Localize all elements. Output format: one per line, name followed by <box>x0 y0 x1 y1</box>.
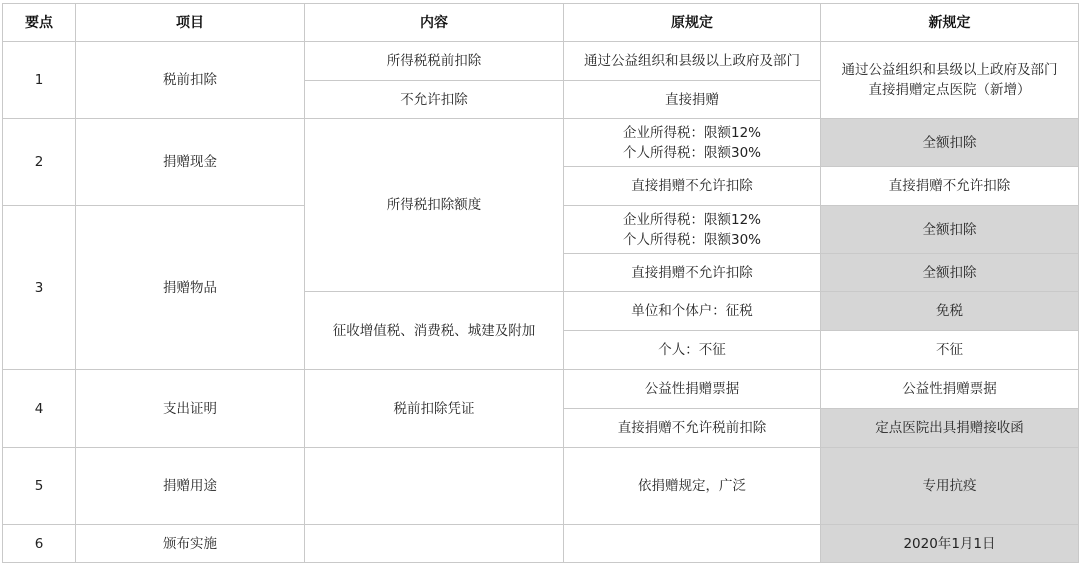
header-original-rule: 原规定 <box>564 4 821 42</box>
content-cell <box>305 525 564 563</box>
original-rule-line: 个人所得税：限额30% <box>622 144 761 161</box>
original-rule-cell: 依捐赠规定，广泛 <box>564 448 821 525</box>
table-row <box>3 448 1079 525</box>
content-cell: 征收增值税、消费税、城建及附加 <box>305 292 564 370</box>
new-rule-cell: 公益性捐赠票据 <box>821 370 1079 409</box>
header-item: 项目 <box>76 4 305 42</box>
new-rule-cell: 免税 <box>821 292 1079 331</box>
original-rule-cell <box>564 119 821 167</box>
original-rule-cell: 直接捐赠不允许扣除 <box>564 254 821 292</box>
row-number: 6 <box>3 525 76 563</box>
content-cell: 税前扣除凭证 <box>305 370 564 448</box>
table-row <box>3 525 1079 563</box>
new-rule-cell: 全额扣除 <box>821 254 1079 292</box>
new-rule-cell: 直接捐赠不允许扣除 <box>821 167 1079 206</box>
new-rule-cell: 全额扣除 <box>821 119 1079 167</box>
original-rule-cell <box>564 206 821 254</box>
original-rule-line: 企业所得税：限额12% <box>622 124 761 141</box>
header-key-point: 要点 <box>3 4 76 42</box>
content-cell: 所得税税前扣除 <box>305 42 564 81</box>
new-rule-cell: 定点医院出具捐赠接收函 <box>821 409 1079 448</box>
table-row <box>3 42 1079 81</box>
row-item: 税前扣除 <box>76 42 305 119</box>
new-rule-cell: 专用抗疫 <box>821 448 1079 525</box>
original-rule-cell: 直接捐赠不允许税前扣除 <box>564 409 821 448</box>
row-item: 捐赠现金 <box>76 119 305 206</box>
new-rule-line: 通过公益组织和县级以上政府及部门 <box>841 62 1058 78</box>
original-rule-cell: 直接捐赠不允许扣除 <box>564 167 821 206</box>
new-rule-line: 直接捐赠定点医院（新增） <box>868 82 1031 98</box>
row-number: 2 <box>3 119 76 206</box>
content-cell <box>305 448 564 525</box>
table-row <box>3 119 1079 167</box>
row-item: 颁布实施 <box>76 525 305 563</box>
new-rule-cell: 不征 <box>821 331 1079 370</box>
new-rule-cell: 全额扣除 <box>821 206 1079 254</box>
original-rule-cell: 公益性捐赠票据 <box>564 370 821 409</box>
new-rule-cell <box>821 42 1079 119</box>
original-rule-line: 企业所得税：限额12% <box>622 211 761 228</box>
table-row <box>3 370 1079 409</box>
content-cell: 所得税扣除额度 <box>305 119 564 292</box>
row-number: 1 <box>3 42 76 119</box>
original-rule-cell: 单位和个体户：征税 <box>564 292 821 331</box>
original-rule-cell: 个人：不征 <box>564 331 821 370</box>
new-rule-cell: 2020年1月1日 <box>821 525 1079 563</box>
original-rule-line: 个人所得税：限额30% <box>622 231 761 248</box>
header-content: 内容 <box>305 4 564 42</box>
row-item: 捐赠用途 <box>76 448 305 525</box>
row-number: 4 <box>3 370 76 448</box>
row-number: 5 <box>3 448 76 525</box>
row-item: 支出证明 <box>76 370 305 448</box>
policy-comparison-table <box>2 3 1079 563</box>
content-cell: 不允许扣除 <box>305 81 564 119</box>
row-number: 3 <box>3 206 76 370</box>
header-new-rule: 新规定 <box>821 4 1079 42</box>
original-rule-cell: 通过公益组织和县级以上政府及部门 <box>564 42 821 81</box>
row-item: 捐赠物品 <box>76 206 305 370</box>
header-row <box>3 4 1079 42</box>
original-rule-cell <box>564 525 821 563</box>
original-rule-cell: 直接捐赠 <box>564 81 821 119</box>
